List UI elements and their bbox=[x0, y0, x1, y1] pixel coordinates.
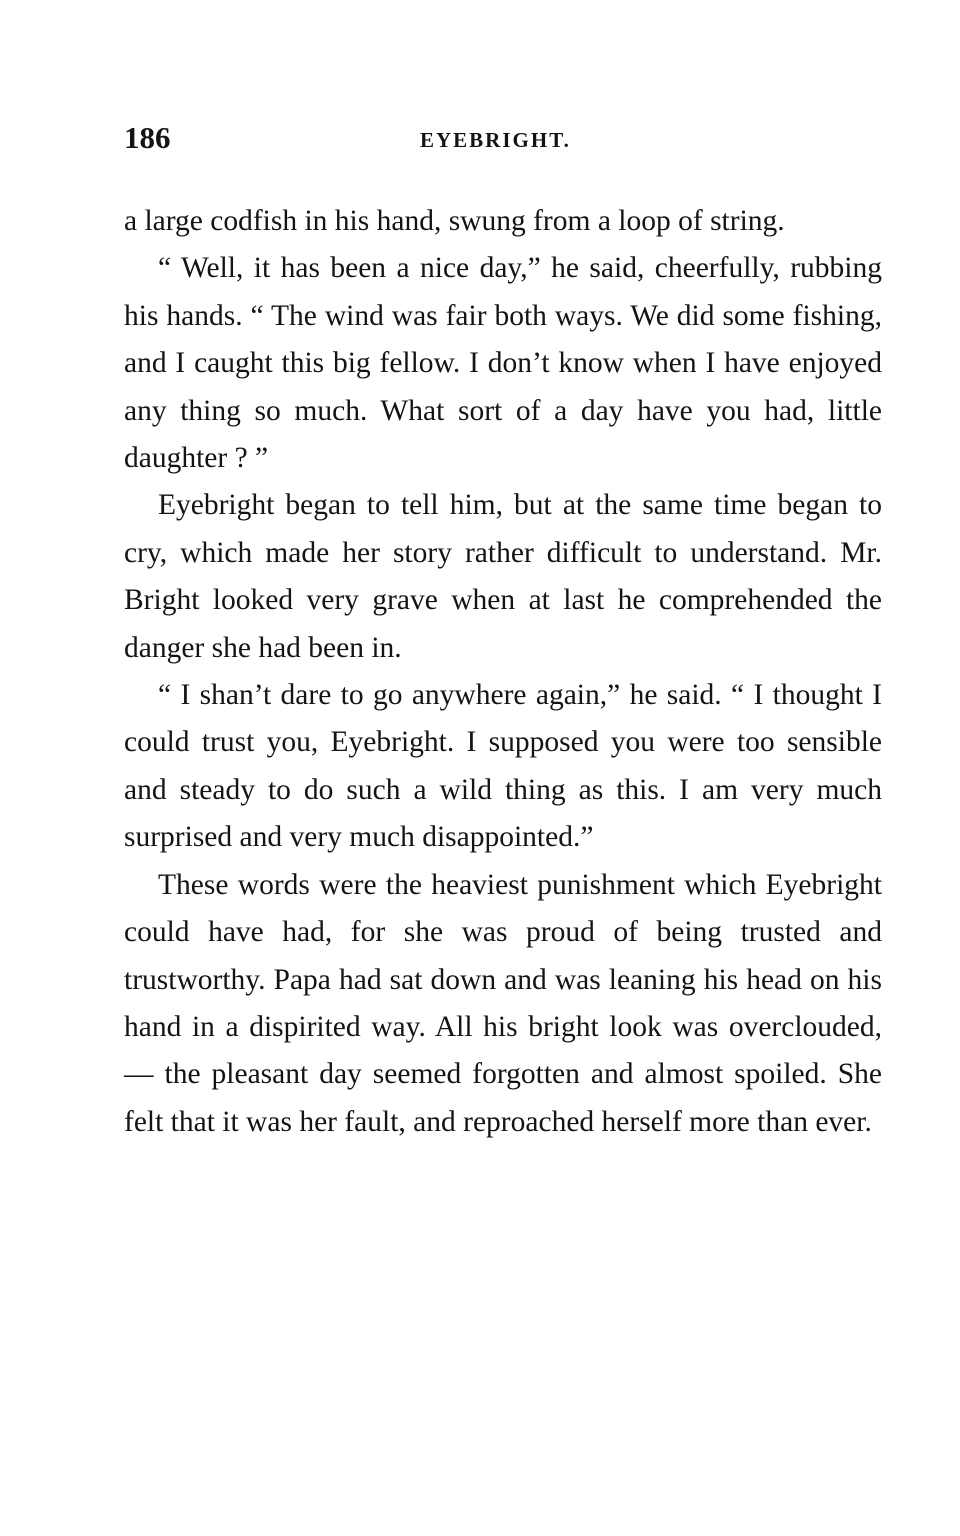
body-text bbox=[124, 198, 882, 1146]
page-number: 186 bbox=[124, 120, 171, 155]
running-title: EYEBRIGHT. bbox=[420, 128, 571, 152]
paragraph: Eyebright began to tell him, but at the same time began to cry, which made her story rather difficult to understand. Mr. Bright looked very grave when at last he comprehended the danger she had been in. bbox=[124, 489, 882, 664]
paragraph: “ Well, it has been a nice day,” he said, cheerfully, rubbing his hands. “ The wind was fair both ways. We did some fishing, and I caught this big fellow. I don’t know when I have enjoyed any thing so much. What sort of a day have you had, little daughter ? ” bbox=[124, 252, 882, 475]
paragraph-continued: a large codfish in his hand, swung from a loop of string. bbox=[124, 205, 785, 237]
paragraph: These words were the heaviest punishment which Eyebright could have had, for she was proud of being trusted and trustworthy. Papa had sat down and was leaning his head on his hand in a dispirited way. All his bright look was overclouded, — the pleasant day seemed forgotten and almost spoiled. She felt that it was her fault, and reproached herself more than ever. bbox=[124, 868, 882, 1138]
paragraph: “ I shan’t dare to go anywhere again,” he said. “ I thought I could trust you, Eyebright. I supposed you were too sensible and steady to do such a wild thing as this. I am very much surprised and very much disappointed.” bbox=[124, 679, 882, 854]
running-head bbox=[124, 118, 882, 162]
